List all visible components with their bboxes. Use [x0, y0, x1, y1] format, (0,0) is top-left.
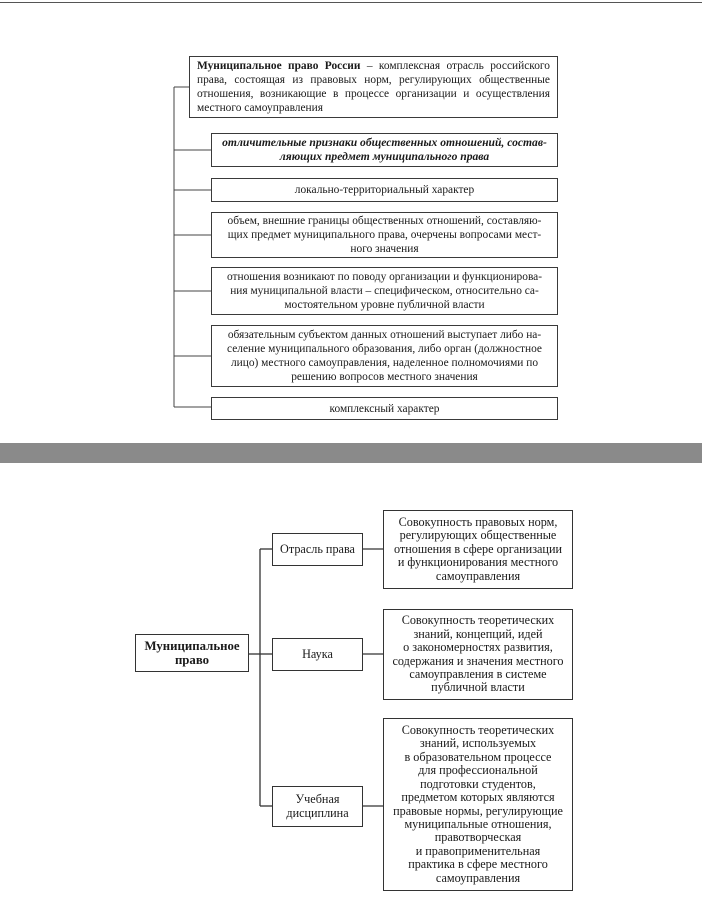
- features-heading-line: ляющих предмет муниципального права: [279, 150, 490, 163]
- description-line: практика в сфере местного: [408, 857, 548, 872]
- feature-line: щих предмет муниципального права, очерчены вопросами мест-: [227, 229, 542, 241]
- description-line: подготовки студентов,: [420, 776, 536, 791]
- description-line: самоуправления в системе: [409, 666, 547, 681]
- description-line: самоуправления: [435, 568, 521, 583]
- feature-line: локально-территориальный характер: [294, 184, 475, 196]
- feature-box: [211, 325, 558, 387]
- root-line: Муниципальное: [144, 639, 240, 653]
- description-line: предметом которых являются: [401, 790, 555, 805]
- description-line: о закономерностях развития,: [403, 640, 553, 655]
- definition-box: [189, 56, 558, 118]
- description-line: для профессиональной: [418, 763, 538, 778]
- description-line: Совокупность правовых норм,: [398, 514, 558, 529]
- definition-text-line: отношения, возникающие в процессе организации и осуществления: [197, 88, 550, 100]
- description-line: муниципальные отношения,: [404, 816, 552, 831]
- description-line: знаний, используемых: [419, 736, 537, 751]
- description-line: содержания и значения местного: [392, 653, 564, 668]
- description-line: и правоприменительная: [415, 843, 541, 858]
- feature-box: [211, 267, 558, 315]
- branch-description-box: [383, 510, 573, 589]
- feature-box: [211, 178, 558, 202]
- feature-line: ного значения: [350, 243, 419, 255]
- description-line: регулирующих общественные: [399, 528, 557, 543]
- features-heading-line: отличительные признаки общественных отношений, состав-: [222, 136, 547, 149]
- feature-line: решению вопросов местного значения: [291, 371, 478, 383]
- description-line: Совокупность теоретических: [401, 723, 555, 738]
- feature-box: [211, 212, 558, 258]
- definition-term: Муниципальное право России: [197, 60, 361, 72]
- feature-line: селение муниципального образования, либо орган (должностное: [227, 343, 542, 355]
- branch-label-box: [272, 533, 363, 566]
- root-box: [135, 634, 249, 672]
- description-line: в образовательном процессе: [404, 749, 552, 764]
- definition-text-line: права, состоящая из правовых норм, регулирующих общественные: [197, 74, 550, 86]
- description-line: Совокупность теоретических: [401, 613, 555, 628]
- feature-line: ния муниципальной власти – специфическом, относительно са-: [230, 285, 539, 297]
- feature-line: обязательным субъектом данных отношений выступает либо на-: [227, 329, 542, 341]
- root-line: право: [174, 653, 210, 667]
- feature-line: отношения возникают по поводу организации и функционирова-: [226, 271, 543, 283]
- branch-label-line: Наука: [302, 646, 333, 661]
- branch-label-box: [272, 786, 363, 827]
- feature-box: [211, 397, 558, 420]
- definition-text-line: – комплексная отрасль российского: [366, 60, 550, 72]
- branch-description-box: [383, 609, 573, 700]
- feature-line: лицо) местного самоуправления, наделенное полномочиями по: [230, 357, 539, 369]
- branch-description-box: [383, 718, 573, 891]
- description-line: отношения в сфере организации: [393, 541, 562, 556]
- feature-line: комплексный характер: [329, 402, 440, 415]
- feature-line: мостоятельном уровне публичной власти: [284, 299, 485, 311]
- feature-line: объем, внешние границы общественных отношений, составляю-: [227, 215, 542, 227]
- definition-text-line: местного самоуправления: [197, 102, 323, 114]
- description-line: знаний, концепций, идей: [413, 626, 543, 641]
- description-line: правовые нормы, регулирующие: [393, 803, 563, 818]
- description-line: и функционирования местного: [397, 555, 559, 570]
- branch-label-box: [272, 638, 363, 671]
- features-heading-box: [211, 133, 558, 167]
- branch-label-line: Отрасль права: [280, 541, 355, 556]
- description-line: самоуправления: [435, 870, 521, 885]
- branch-label-line: дисциплина: [286, 805, 349, 820]
- description-line: правотворческая: [434, 830, 522, 845]
- description-line: публичной власти: [431, 680, 525, 695]
- page-separator: [0, 443, 702, 463]
- branch-label-line: Учебная: [295, 792, 340, 807]
